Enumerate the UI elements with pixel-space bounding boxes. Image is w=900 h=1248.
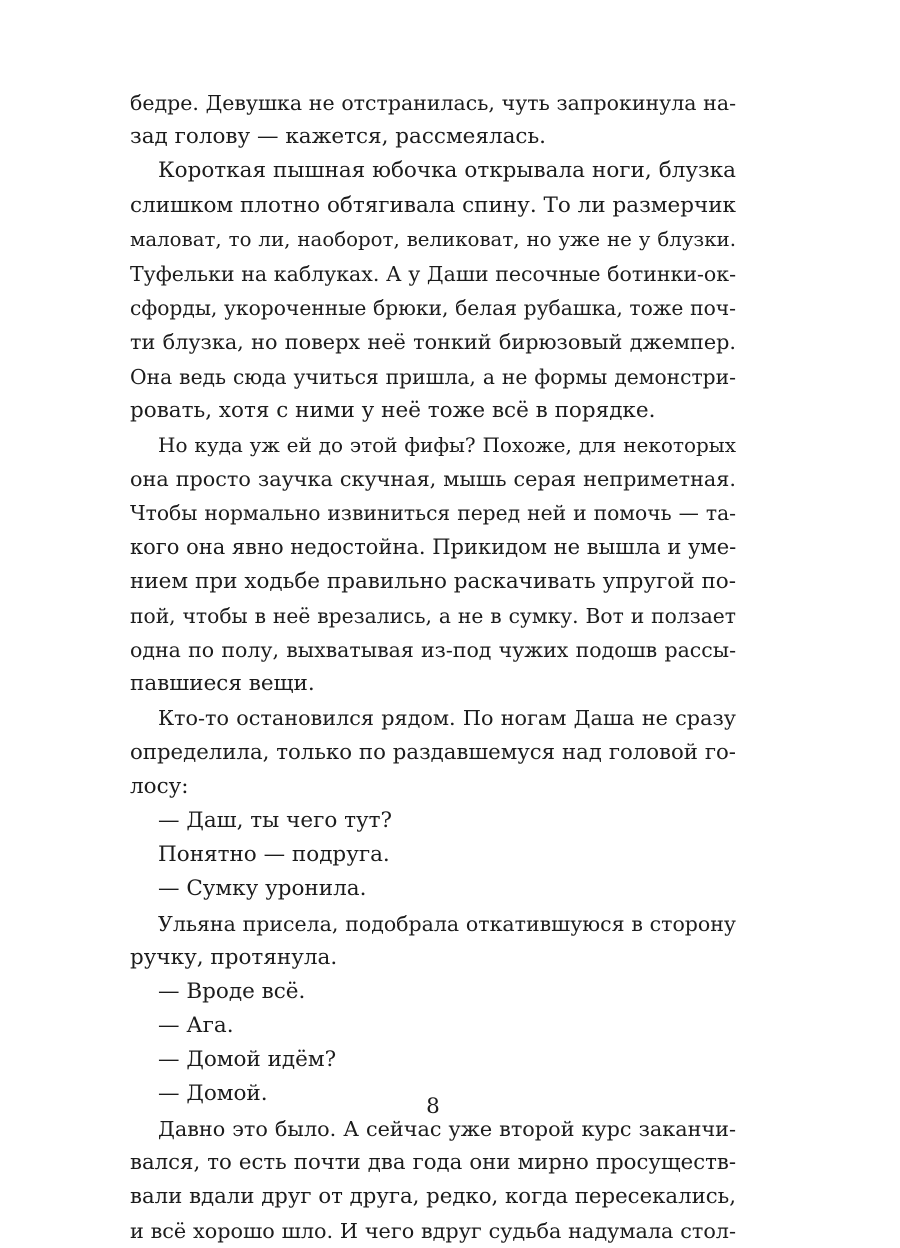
text-line: Давно это было. А сейчас уже второй курс заканчи- (158, 1116, 736, 1141)
text-line: Чтобы нормально извиниться перед ней и помочь — та- (130, 501, 736, 526)
text-line: Понятно — подруга. (158, 842, 390, 868)
text-line: Она ведь сюда учиться пришла, а не формы демонстри- (130, 364, 736, 389)
dialogue-line: — Домой идём? (158, 1047, 337, 1073)
text-line: Ульяна присела, подобрала откатившуюся в сторону (158, 911, 736, 936)
text-line: одна по полу, выхватывая из-под чужих подошв рассы- (130, 638, 736, 662)
text-line: маловат, то ли, наоборот, великоват, но уже не у блузки. (130, 227, 736, 251)
text-line: сфорды, укороченные брюки, белая рубашка, тоже поч- (130, 296, 736, 321)
text-line: зад голову — кажется, рассмеялась. (130, 124, 547, 150)
text-line: и всё хорошо шло. И чего вдруг судьба надумала стол- (130, 1219, 736, 1244)
text-line: вали вдали друг от друга, редко, когда пересекались, (130, 1184, 736, 1209)
text-line: бедре. Девушка не отстранилась, чуть запрокинула на- (130, 91, 736, 115)
text-line: определила, только по раздавшемуся над головой го- (130, 739, 736, 765)
text-line: Короткая пышная юбочка открывала ноги, блузка (158, 158, 736, 184)
text-line: она просто заучка скучная, мышь серая неприметная. (130, 467, 736, 492)
text-line: ручку, протянула. (130, 944, 338, 970)
page-number: 8 (426, 1094, 440, 1119)
dialogue-line: — Сумку уронила. (158, 876, 367, 902)
dialogue-line: — Вроде всё. (158, 978, 306, 1004)
dialogue-line: — Домой. (158, 1081, 268, 1107)
text-line: Туфельки на каблуках. А у Даши песочные ботинки-ок- (130, 261, 736, 286)
text-line: ровать, хотя с ними у неё тоже всё в порядке. (130, 397, 656, 423)
text-line: кого она явно недостойна. Прикидом не вышла и уме- (130, 535, 737, 560)
text-line: лосу: (130, 773, 189, 799)
text-line: вался, то есть почти два года они мирно просуществ- (130, 1149, 736, 1175)
text-line: слишком плотно обтягивала спину. То ли размерчик (130, 192, 736, 218)
text-line: Кто-то остановился рядом. По ногам Даша не сразу (158, 706, 736, 731)
text-line: Но куда уж ей до этой фифы? Похоже, для некоторых (158, 432, 736, 457)
text-line: ти блузка, но поверх неё тонкий бирюзовый джемпер. (130, 330, 736, 355)
text-line: нием при ходьбе правильно раскачивать упругой по- (130, 568, 736, 594)
dialogue-line: — Даш, ты чего тут? (158, 807, 393, 833)
text-line: пой, чтобы в неё врезались, а не в сумку. Вот и ползает (130, 603, 736, 628)
dialogue-line: — Ага. (158, 1013, 234, 1039)
book-page-text (130, 86, 736, 1248)
text-line: павшиеся вещи. (130, 671, 315, 697)
